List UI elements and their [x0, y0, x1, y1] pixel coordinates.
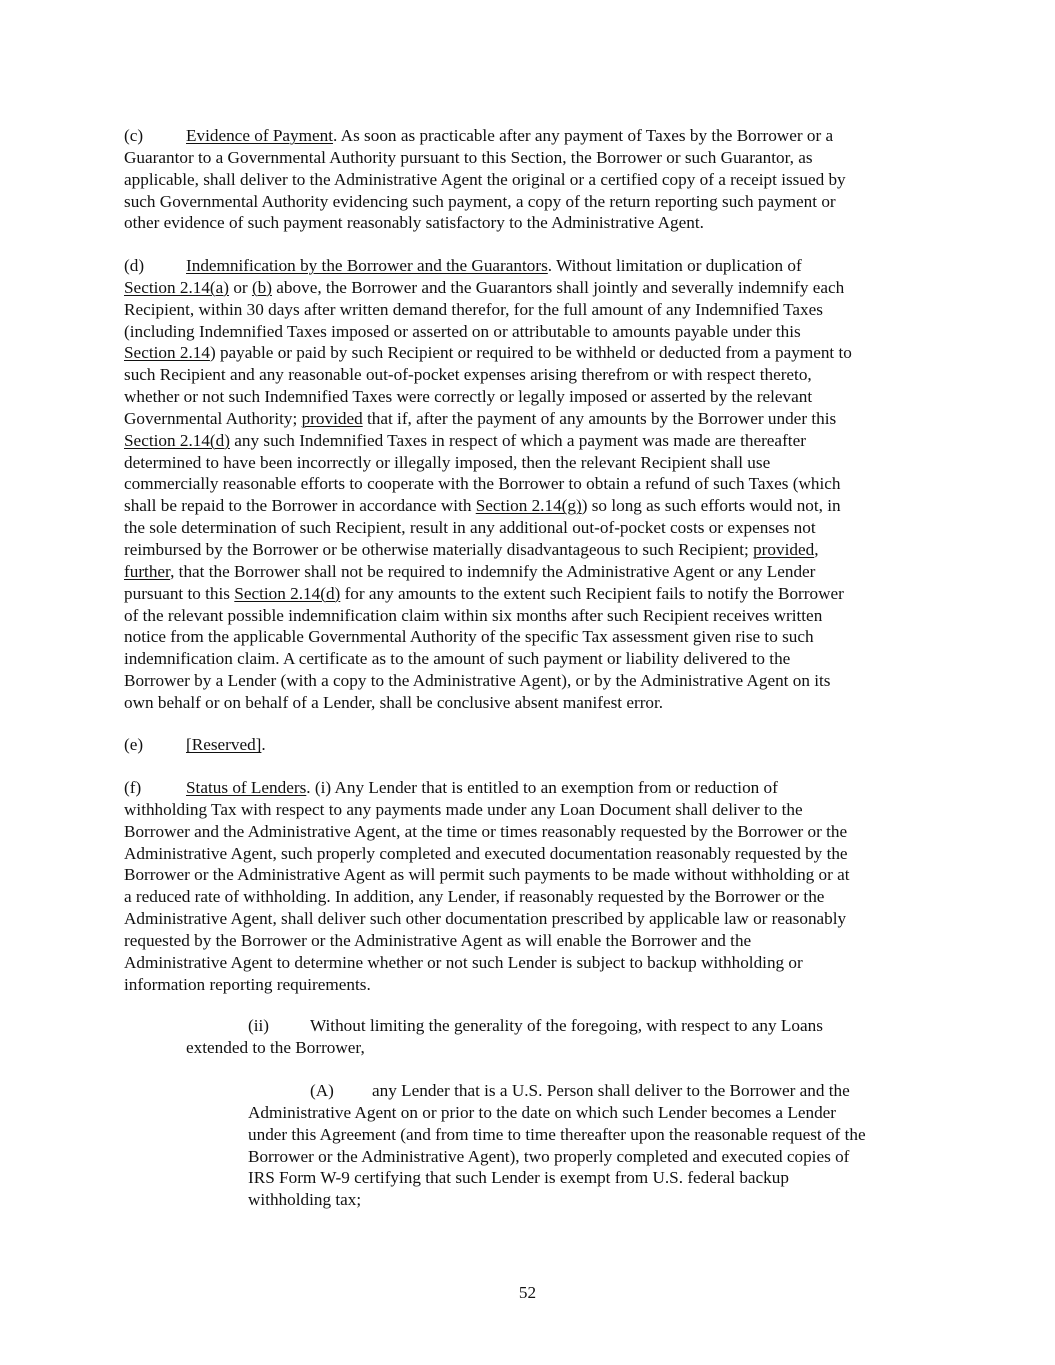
- page-number: 52: [518, 1283, 537, 1302]
- paragraph-label: (c): [124, 126, 144, 145]
- paragraph-label: (d): [124, 256, 145, 275]
- paragraph-c: (c) Evidence of Payment. As soon as practicable after any payment of Taxes by the Borrower or a Guarantor to a Governmental Authority pursuant to this Section, the Borrower or such Guarantor, as applicable, shall deliver to the Administrative Agent the original or a certified copy of a receipt issued by such Governmental Authority evidencing such payment, a copy of the return reporting such payment or other evidence of such payment reasonably satisfactory to the Administrative Agent.: [124, 126, 846, 233]
- section-reference: (b): [251, 277, 272, 297]
- section-heading: Status of Lenders: [186, 778, 307, 797]
- paragraph-label: (ii): [248, 1016, 269, 1035]
- proviso-term: provided: [301, 408, 363, 428]
- section-reference: Section 2.14(d): [234, 583, 341, 603]
- paragraph-label: (e): [124, 735, 144, 754]
- paragraph-e: (e) [Reserved].: [124, 735, 266, 754]
- paragraph-label: (f): [124, 778, 142, 797]
- section-reference: Section 2.14(g): [475, 496, 582, 516]
- section-heading: [Reserved]: [186, 735, 262, 754]
- section-reference: Section 2.14(a): [124, 277, 230, 297]
- paragraph-A: (A) any Lender that is a U.S. Person shall deliver to the Borrower and the Administrative Agent on or prior to the date on which such Lender becomes a Lender under this Agreement (and from time to time thereafter upon the reasonable request of the Borrower or the Administrative Agent), two properly completed and executed copies of IRS Form W-9 certifying that such Lender is exempt from U.S. federal backup withholding tax;: [248, 1081, 866, 1210]
- section-reference: Section 2.14: [124, 343, 210, 363]
- paragraph-f: (f) Status of Lenders. (i) Any Lender that is entitled to an exemption from or reduction of withholding Tax with respect to any payments made under any Loan Document shall deliver to the Borrower and the Administrative Agent, at the time or times reasonably requested by the Borrower or the Administrative Agent, such properly completed and executed documentation reasonably requested by the Borrower or the Administrative Agent as will permit such payments to be made without withholding or at a reduced rate of withholding. In addition, any Lender, if reasonably requested by the Borrower or the Administrative Agent, shall deliver such other documentation prescribed by applicable law or reasonably requested by the Borrower or the Administrative Agent as will enable the Borrower and the Administrative Agent to determine whether or not such Lender is subject to backup withholding or information reporting requirements.: [124, 778, 850, 994]
- section-reference: Section 2.14(d): [124, 430, 230, 450]
- paragraph-ii: (ii) Without limiting the generality of the foregoing, with respect to any Loans extended to the Borrower,: [186, 1016, 823, 1057]
- paragraph-d: (d) Indemnification by the Borrower and the Guarantors. Without limitation or duplication of Section 2.14(a) or (b) above, the Borrower and the Guarantors shall jointly and severally indemnify each Recipient, within 30 days after written demand therefor, for the full amount of any Indemnified Taxes (including Indemnified Taxes imposed or asserted on or attributable to amounts payable under this Section 2.14) payable or paid by such Recipient or required to be withheld or deducted from a payment to such Recipient and any reasonable out-of-pocket expenses arising therefrom or with respect thereto, whether or not such Indemnified Taxes were correctly or legally imposed or asserted by the relevant Governmental Authority; provided that if, after the payment of any amounts by the Borrower under this Section 2.14(d) any such Indemnified Taxes in respect of which a payment was made are thereafter determined to have been incorrectly or illegally imposed, then the relevant Recipient shall use commercially reasonable efforts to cooperate with the Borrower to obtain a refund of such Taxes (which shall be repaid to the Borrower in accordance with Section 2.14(g)) so long as such efforts would not, in the sole determination of such Recipient, result in any additional out-of-pocket costs or expenses not reimbursed by the Borrower or be otherwise materially disadvantageous to such Recipient; provided, further, that the Borrower shall not be required to indemnify the Administrative Agent or any Lender pursuant to this Section 2.14(d) for any amounts to the extent such Recipient fails to notify the Borrower of the relevant possible indemnification claim within six months after such Recipient receives written notice from the applicable Governmental Authority of the specific Tax assessment given rise to such indemnification claim. A certificate as to the amount of such payment or liability delivered to the Borrower by a Lender (with a copy to the Administrative Agent), or by the Administrative Agent on its own behalf or on behalf of a Lender, shall be conclusive absent manifest error.: [124, 256, 852, 712]
- proviso-term: further: [124, 561, 171, 581]
- section-heading: Indemnification by the Borrower and the Guarantors: [186, 256, 548, 275]
- proviso-term: provided: [753, 539, 815, 559]
- paragraph-label: (A): [310, 1081, 334, 1100]
- section-heading: Evidence of Payment: [186, 126, 334, 145]
